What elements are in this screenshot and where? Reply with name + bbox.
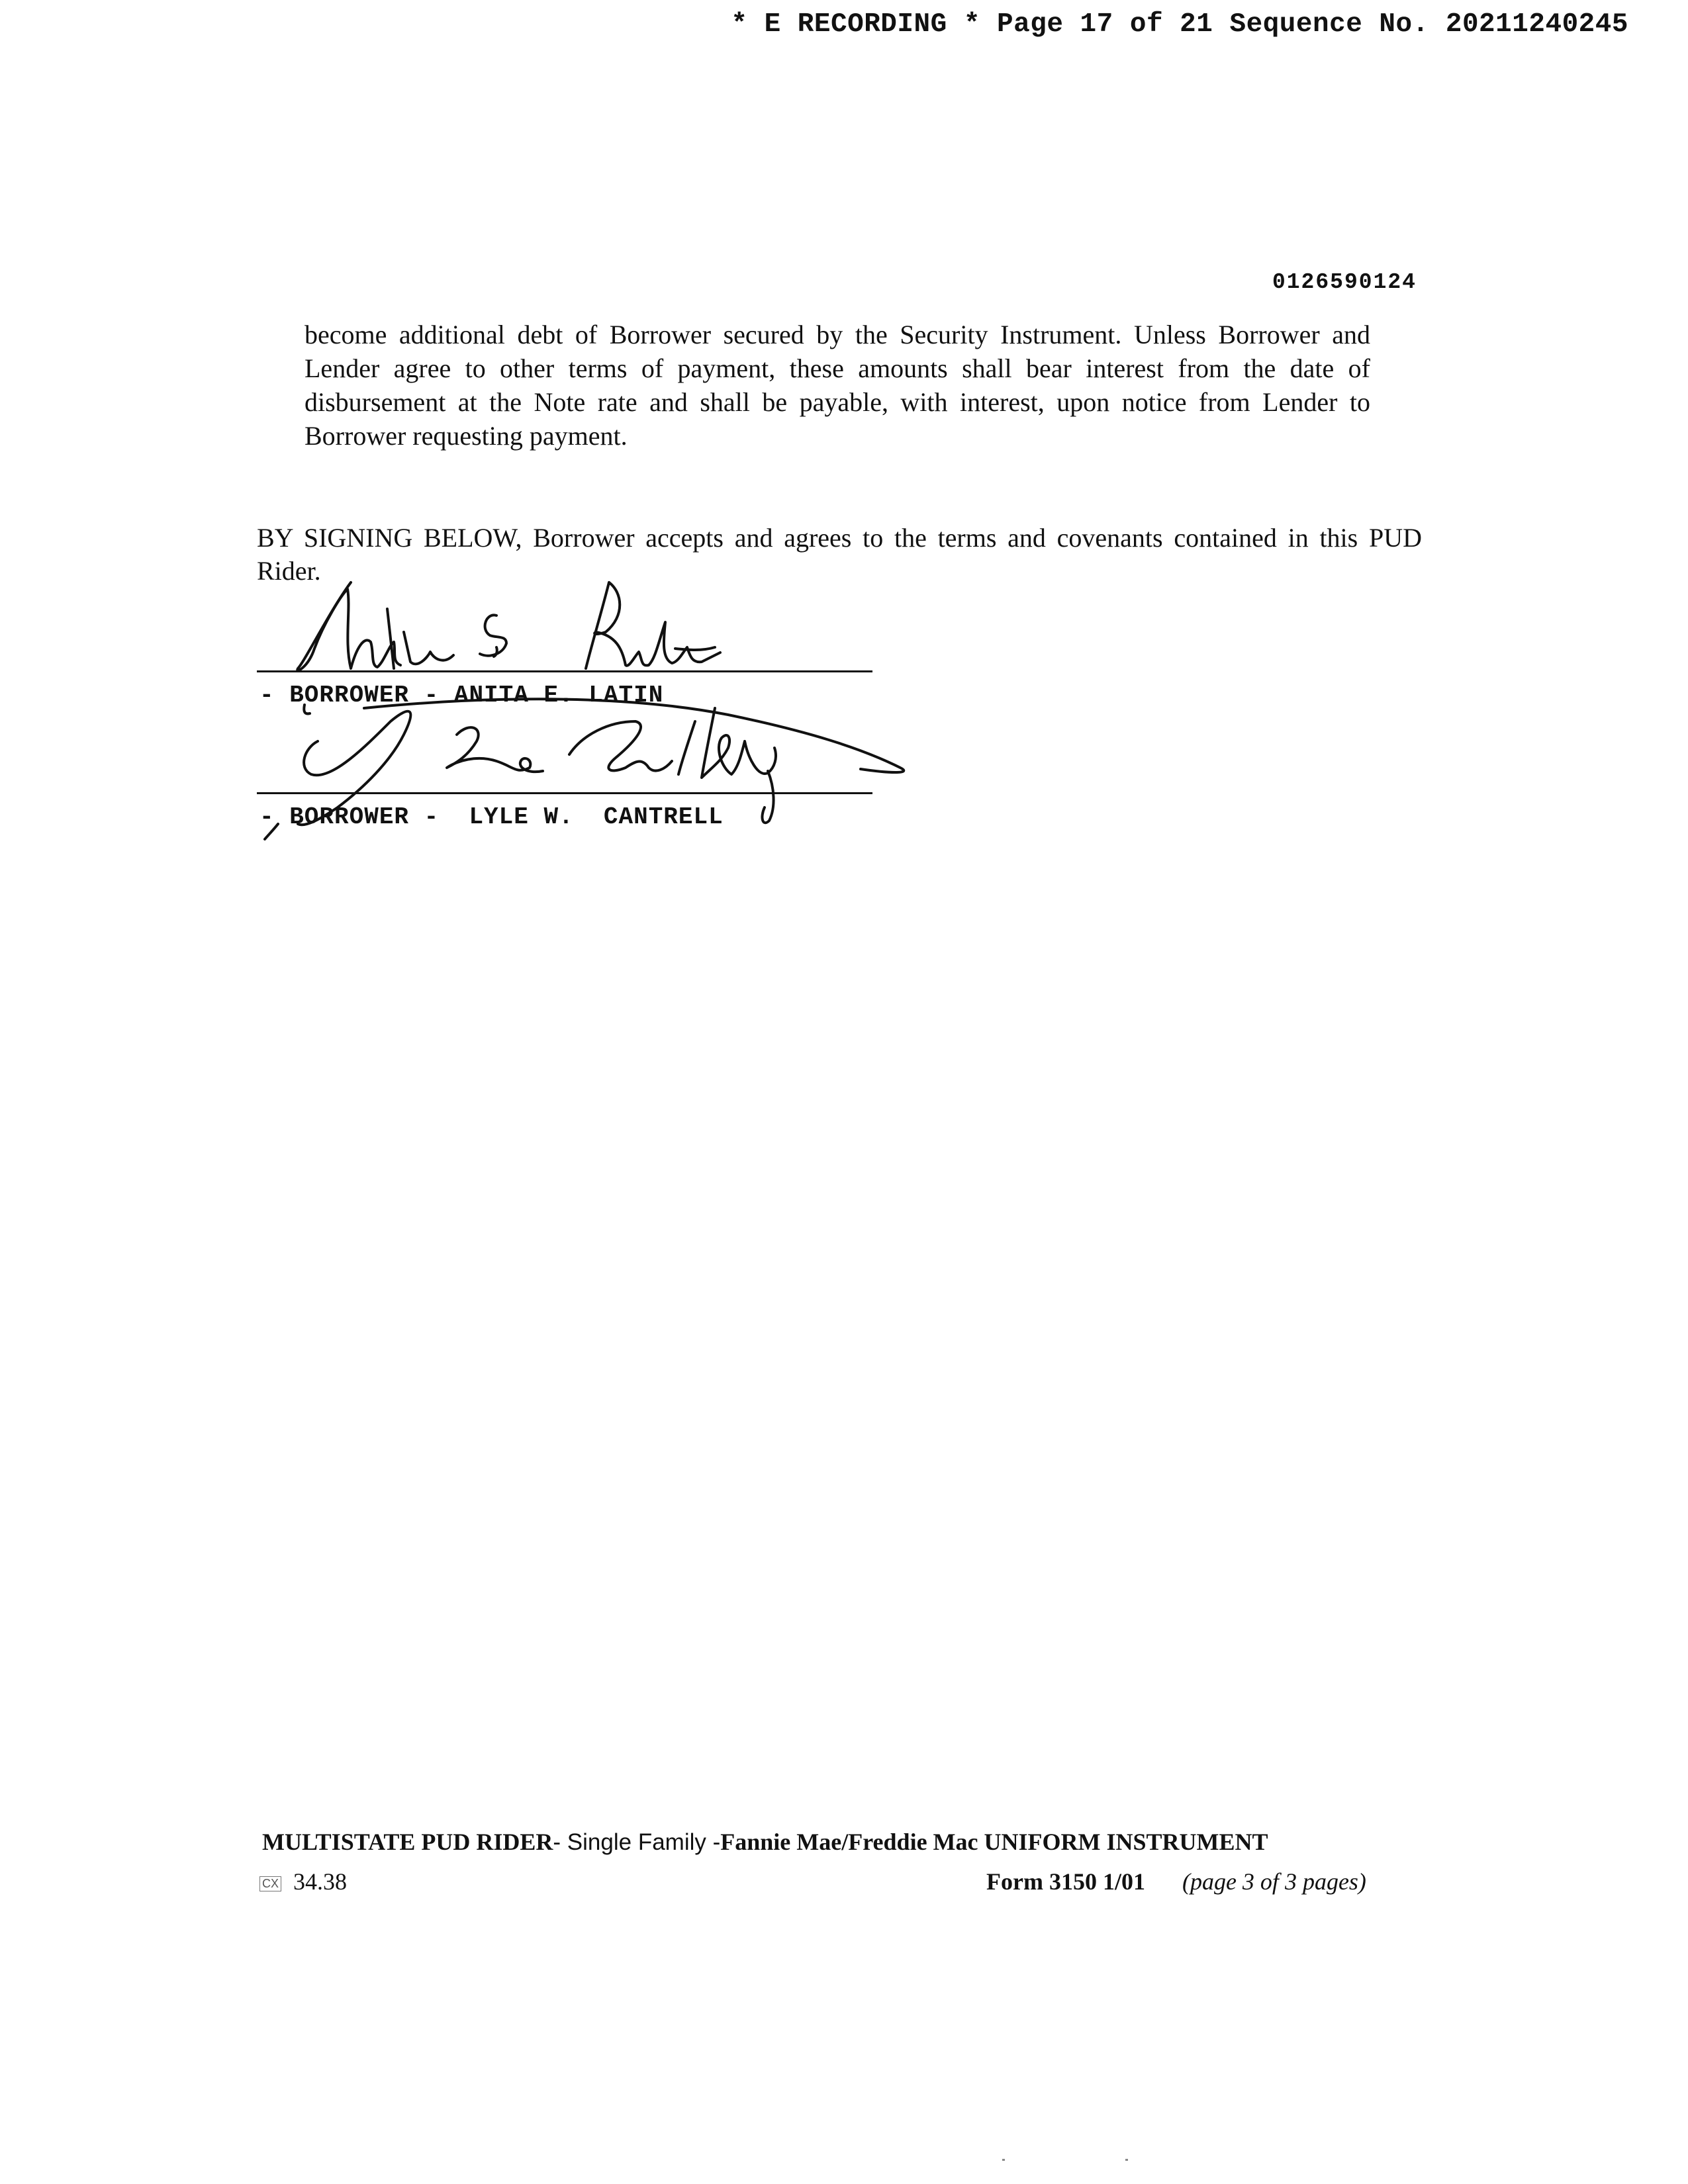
footer-right	[986, 1868, 1423, 1895]
cx-logo-icon: CX	[259, 1876, 281, 1891]
signature-line-1	[257, 670, 872, 672]
scan-artifact	[1125, 2159, 1128, 2161]
scan-artifact	[1002, 2159, 1005, 2161]
signature-line-2	[257, 792, 872, 794]
form-code: 34.38	[293, 1868, 348, 1895]
recording-stamp: * E RECORDING * Page 17 of 21 Sequence No. 20211240245	[731, 9, 1628, 40]
footer-left	[259, 1868, 347, 1895]
continued-paragraph: become additional debt of Borrower secured by the Security Instrument. Unless Borrower and Lender agree to other terms of payment, these amounts shall bear interest from the date of disbursement at the Note rate and shall be payable, with interest, upon notice from Lender to Borrower requesting payment.	[305, 320, 1370, 451]
loan-number: 0126590124	[1272, 270, 1417, 295]
page-indicator: (page 3 of 3 pages)	[1182, 1868, 1366, 1895]
signature-caption-1: - BORROWER - ANITA E. LATIN	[259, 682, 664, 709]
form-number: Form 3150 1/01	[986, 1868, 1145, 1895]
signature-caption-2: - BORROWER - LYLE W. CANTRELL	[259, 803, 724, 831]
form-title	[262, 1828, 1427, 1856]
signing-statement: BY SIGNING BELOW, Borrower accepts and agrees to the terms and covenants contained in this PUD Rider.	[257, 523, 1422, 586]
form-title-part-2: - Single Family -	[553, 1829, 721, 1855]
form-title-part-1: MULTISTATE PUD RIDER	[262, 1829, 553, 1855]
form-title-part-3: Fannie Mae/Freddie Mac UNIFORM INSTRUMENT	[720, 1829, 1268, 1855]
